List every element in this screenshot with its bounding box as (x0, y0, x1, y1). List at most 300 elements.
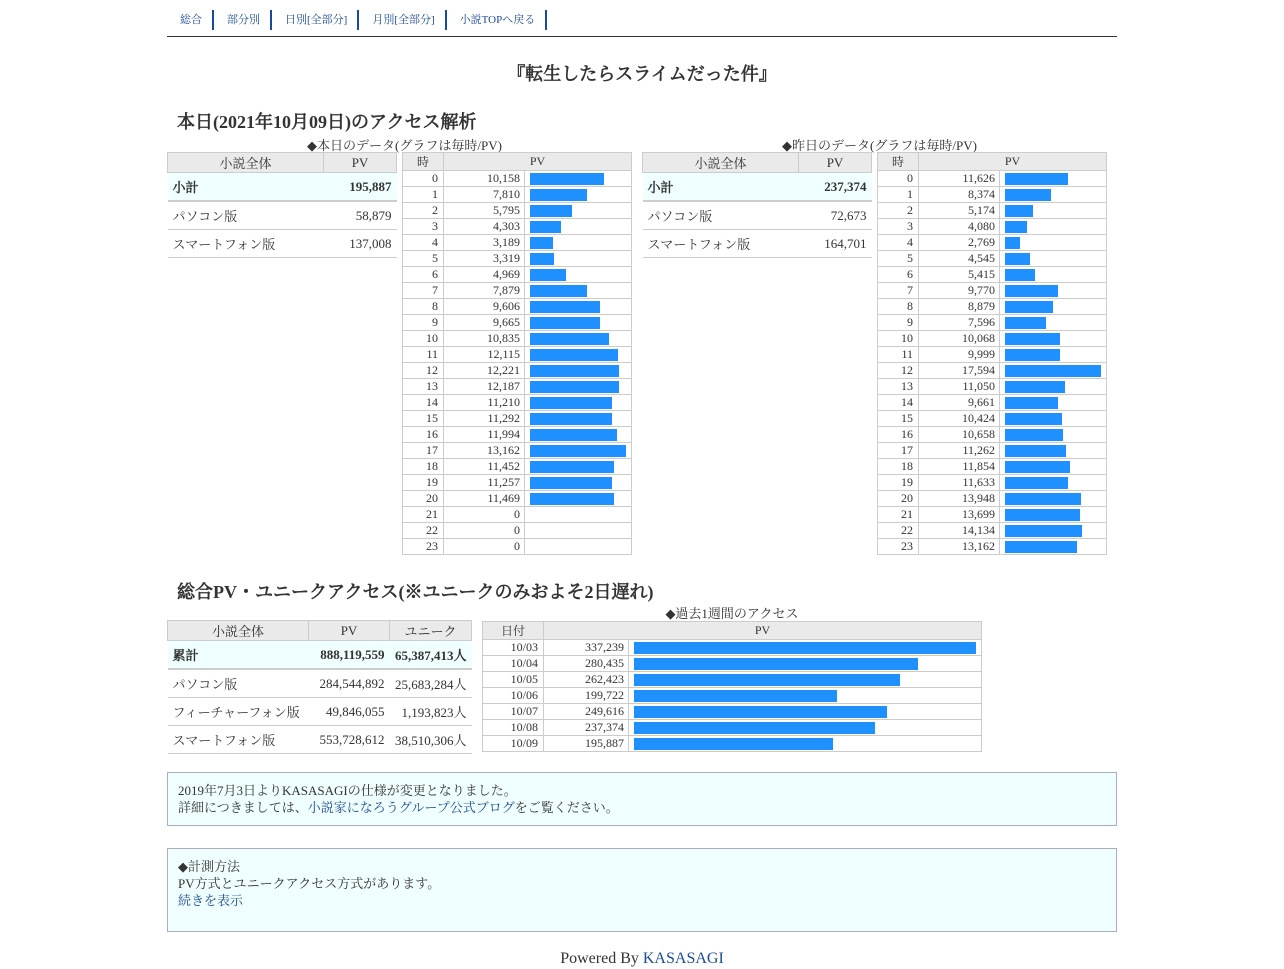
hour-label: 23 (878, 539, 919, 555)
bar-cell (525, 219, 632, 235)
hour-row (403, 443, 632, 459)
hour-label: 10 (878, 331, 919, 347)
summary-row-smartphone (168, 230, 397, 258)
hour-row (403, 203, 632, 219)
pv-value: 5,174 (919, 203, 1000, 219)
row-pv: 237,374 (799, 173, 872, 202)
pv-value: 10,424 (919, 411, 1000, 427)
hour-row (403, 187, 632, 203)
pv-bar (1005, 541, 1077, 553)
pv-bar (530, 317, 600, 329)
hour-label: 7 (878, 283, 919, 299)
hour-label: 22 (878, 523, 919, 539)
today-hourly-table (402, 152, 632, 555)
pv-value: 7,810 (444, 187, 525, 203)
hour-label: 21 (403, 507, 444, 523)
hour-row (878, 459, 1107, 475)
hour-label: 20 (403, 491, 444, 507)
row-unique: 65,387,413人 (390, 641, 472, 670)
bar-cell (525, 251, 632, 267)
pv-bar (1005, 333, 1060, 345)
row-label: 累計 (168, 641, 309, 670)
date-row (483, 640, 982, 656)
bar-cell (1000, 395, 1107, 411)
bar-cell (525, 507, 632, 523)
kasasagi-link[interactable]: KASASAGI (642, 950, 724, 967)
method-text: PV方式とユニークアクセス方式があります。 (178, 876, 441, 891)
yesterday-caption: ◆昨日のデータ(グラフは毎時/PV) (782, 138, 977, 153)
nav-link-daily[interactable]: 日別[全部分] (272, 10, 359, 30)
bar-cell (629, 688, 982, 704)
pv-value: 11,854 (919, 459, 1000, 475)
hour-label: 18 (878, 459, 919, 475)
pv-value: 14,134 (919, 523, 1000, 539)
hour-row (878, 491, 1107, 507)
total-heading: 総合PV・ユニークアクセス(※ユニークのみおよそ2日遅れ) (177, 582, 654, 602)
pv-value: 11,469 (444, 491, 525, 507)
hour-label: 19 (403, 475, 444, 491)
today-caption: ◆本日のデータ(グラフは毎時/PV) (307, 138, 502, 153)
bar-cell (525, 379, 632, 395)
hour-row (403, 171, 632, 187)
hour-row (878, 475, 1107, 491)
nav-link-novel-top[interactable]: 小説TOPへ戻る (447, 10, 548, 30)
col-header-novel: 小説全体 (168, 153, 324, 173)
date-row (483, 688, 982, 704)
pv-value: 11,626 (919, 171, 1000, 187)
nav-link-monthly[interactable]: 月別[全部分] (359, 10, 446, 30)
hour-label: 13 (403, 379, 444, 395)
hour-row (403, 395, 632, 411)
pv-bar (1005, 237, 1020, 249)
notice-line1: 2019年7月3日よりKASASAGIの仕様が変更となりました。 (178, 783, 517, 798)
bar-cell (525, 539, 632, 555)
hour-label: 19 (878, 475, 919, 491)
total-row-cumulative (168, 641, 472, 670)
hour-row (878, 267, 1107, 283)
bar-cell (1000, 203, 1107, 219)
bar-cell (525, 491, 632, 507)
hour-label: 7 (403, 283, 444, 299)
hour-label: 8 (403, 299, 444, 315)
pv-bar (1005, 413, 1062, 425)
nav-divider (167, 36, 1117, 37)
bar-cell (525, 347, 632, 363)
hour-label: 1 (403, 187, 444, 203)
bar-cell (525, 299, 632, 315)
pv-value: 9,661 (919, 395, 1000, 411)
pv-value: 199,722 (544, 688, 629, 704)
row-label: パソコン版 (643, 201, 799, 230)
hour-label: 2 (878, 203, 919, 219)
hour-label: 17 (878, 443, 919, 459)
date-row (483, 672, 982, 688)
pv-value: 0 (444, 507, 525, 523)
hour-label: 16 (403, 427, 444, 443)
row-pv: 72,673 (799, 201, 872, 230)
row-label: 小計 (168, 173, 324, 202)
pv-bar (1005, 397, 1058, 409)
pv-bar (1005, 461, 1070, 473)
pv-bar (530, 173, 604, 185)
bar-cell (629, 720, 982, 736)
pv-bar (530, 349, 618, 361)
date-label: 10/09 (483, 736, 544, 752)
pv-bar (634, 658, 918, 670)
pv-value: 9,999 (919, 347, 1000, 363)
hour-row (403, 315, 632, 331)
date-label: 10/05 (483, 672, 544, 688)
pv-bar (530, 253, 554, 265)
pv-value: 7,596 (919, 315, 1000, 331)
pv-value: 4,545 (919, 251, 1000, 267)
pv-bar (530, 381, 619, 393)
pv-value: 12,115 (444, 347, 525, 363)
col-header-novel: 小説全体 (643, 153, 799, 173)
hour-row (878, 379, 1107, 395)
pv-value: 11,633 (919, 475, 1000, 491)
pv-bar (634, 706, 887, 718)
col-header-pv: PV (309, 621, 390, 641)
hour-row (403, 219, 632, 235)
footer-powered-by (167, 950, 1117, 968)
pv-bar (1005, 269, 1035, 281)
pv-value: 3,189 (444, 235, 525, 251)
date-label: 10/06 (483, 688, 544, 704)
hour-row (878, 443, 1107, 459)
row-unique: 1,193,823人 (390, 698, 472, 726)
row-label: パソコン版 (168, 669, 309, 698)
pv-value: 0 (444, 523, 525, 539)
pv-value: 9,665 (444, 315, 525, 331)
bar-cell (525, 363, 632, 379)
summary-row-pc (168, 201, 397, 230)
total-row-pc (168, 669, 472, 698)
official-blog-link[interactable]: 小説家になろうグループ公式ブログ (307, 800, 515, 815)
col-header-unique: ユニーク (390, 621, 472, 641)
hour-label: 21 (878, 507, 919, 523)
bar-cell (525, 395, 632, 411)
hour-label: 9 (403, 315, 444, 331)
pv-bar (634, 690, 837, 702)
bar-cell (1000, 347, 1107, 363)
pv-bar (530, 221, 561, 233)
row-label: スマートフォン版 (643, 230, 799, 258)
pv-value: 11,292 (444, 411, 525, 427)
pv-value: 13,162 (919, 539, 1000, 555)
hour-label: 6 (403, 267, 444, 283)
hour-row (403, 363, 632, 379)
pv-value: 10,068 (919, 331, 1000, 347)
yesterday-summary-table (642, 152, 872, 258)
date-label: 10/08 (483, 720, 544, 736)
bar-cell (525, 523, 632, 539)
hour-label: 3 (403, 219, 444, 235)
hour-label: 8 (878, 299, 919, 315)
bar-cell (629, 736, 982, 752)
summary-row-subtotal (168, 173, 397, 202)
hour-row (403, 411, 632, 427)
pv-bar (530, 301, 600, 313)
pv-bar (634, 674, 900, 686)
bar-cell (1000, 523, 1107, 539)
bar-cell (525, 171, 632, 187)
bar-cell (629, 672, 982, 688)
pv-value: 280,435 (544, 656, 629, 672)
pv-value: 10,658 (919, 427, 1000, 443)
hour-label: 14 (878, 395, 919, 411)
col-header-pv: PV (919, 153, 1107, 171)
bar-cell (1000, 251, 1107, 267)
bar-cell (1000, 411, 1107, 427)
pv-bar (1005, 285, 1058, 297)
bar-cell (1000, 475, 1107, 491)
hour-label: 4 (403, 235, 444, 251)
hour-row (403, 379, 632, 395)
row-pv: 888,119,559 (309, 641, 390, 670)
pv-bar (530, 237, 553, 249)
pv-bar (1005, 173, 1068, 185)
hour-row (878, 523, 1107, 539)
hour-row (878, 235, 1107, 251)
pv-value: 11,050 (919, 379, 1000, 395)
pv-value: 11,210 (444, 395, 525, 411)
pv-bar (530, 429, 617, 441)
hour-label: 20 (878, 491, 919, 507)
pv-bar (530, 269, 566, 281)
pv-bar (530, 365, 619, 377)
date-row (483, 704, 982, 720)
hour-label: 12 (403, 363, 444, 379)
pv-value: 195,887 (544, 736, 629, 752)
pv-bar (1005, 509, 1080, 521)
hour-label: 22 (403, 523, 444, 539)
bar-cell (525, 427, 632, 443)
bar-cell (629, 704, 982, 720)
row-pv: 284,544,892 (309, 669, 390, 698)
col-header-pv: PV (799, 153, 872, 173)
novel-title: 『転生したらスライムだった件』 (507, 64, 777, 84)
weekly-caption: ◆過去1週間のアクセス (665, 606, 799, 621)
pv-bar (634, 738, 833, 750)
hour-row (403, 507, 632, 523)
col-header-pv: PV (324, 153, 397, 173)
hour-row (403, 347, 632, 363)
bar-cell (1000, 283, 1107, 299)
hour-label: 11 (878, 347, 919, 363)
row-label: パソコン版 (168, 201, 324, 230)
hour-row (403, 299, 632, 315)
hour-label: 10 (403, 331, 444, 347)
today-summary-table (167, 152, 397, 258)
hour-label: 0 (878, 171, 919, 187)
pv-bar (530, 413, 612, 425)
bar-cell (1000, 299, 1107, 315)
pv-value: 11,257 (444, 475, 525, 491)
bar-cell (1000, 267, 1107, 283)
col-header-pv: PV (544, 622, 982, 640)
total-summary-table (167, 620, 472, 754)
date-label: 10/04 (483, 656, 544, 672)
hour-row (878, 347, 1107, 363)
date-label: 10/07 (483, 704, 544, 720)
top-nav (167, 10, 547, 30)
hour-row (878, 315, 1107, 331)
bar-cell (1000, 427, 1107, 443)
pv-bar (1005, 317, 1046, 329)
bar-cell (1000, 443, 1107, 459)
pv-bar (530, 493, 614, 505)
pv-bar (1005, 381, 1065, 393)
date-label: 10/03 (483, 640, 544, 656)
hour-row (403, 267, 632, 283)
notice-line2 (178, 799, 1106, 816)
hour-label: 23 (403, 539, 444, 555)
hour-label: 17 (403, 443, 444, 459)
pv-value: 11,262 (919, 443, 1000, 459)
hour-row (403, 491, 632, 507)
hour-row (878, 395, 1107, 411)
bar-cell (525, 411, 632, 427)
hour-row (403, 251, 632, 267)
hour-label: 16 (878, 427, 919, 443)
pv-bar (1005, 205, 1033, 217)
hour-row (403, 235, 632, 251)
hour-label: 5 (878, 251, 919, 267)
pv-value: 13,162 (444, 443, 525, 459)
pv-bar (1005, 221, 1027, 233)
bar-cell (1000, 219, 1107, 235)
pv-value: 13,699 (919, 507, 1000, 523)
hour-label: 15 (403, 411, 444, 427)
date-row (483, 656, 982, 672)
hour-row (878, 363, 1107, 379)
pv-value: 4,303 (444, 219, 525, 235)
pv-value: 9,770 (919, 283, 1000, 299)
hour-label: 0 (403, 171, 444, 187)
hour-row (878, 203, 1107, 219)
method-title: ◆計測方法 (178, 859, 240, 874)
pv-value: 337,239 (544, 640, 629, 656)
pv-value: 10,835 (444, 331, 525, 347)
hour-label: 6 (878, 267, 919, 283)
bar-cell (1000, 331, 1107, 347)
pv-value: 7,879 (444, 283, 525, 299)
weekly-table (482, 621, 982, 752)
bar-cell (629, 640, 982, 656)
pv-value: 5,415 (919, 267, 1000, 283)
pv-bar (1005, 349, 1060, 361)
col-header-novel: 小説全体 (168, 621, 309, 641)
pv-bar (1005, 301, 1053, 313)
hour-row (403, 475, 632, 491)
bar-cell (1000, 171, 1107, 187)
row-unique: 25,683,284人 (390, 669, 472, 698)
pv-bar (530, 461, 614, 473)
row-pv: 58,879 (324, 201, 397, 230)
pv-bar (530, 189, 587, 201)
hour-row (878, 299, 1107, 315)
hour-row (878, 219, 1107, 235)
bar-cell (1000, 539, 1107, 555)
hour-row (403, 283, 632, 299)
hour-label: 9 (878, 315, 919, 331)
hour-row (403, 539, 632, 555)
hour-row (878, 171, 1107, 187)
pv-value: 11,994 (444, 427, 525, 443)
nav-link-overall[interactable]: 総合 (167, 10, 214, 30)
hour-label: 4 (878, 235, 919, 251)
hour-label: 12 (878, 363, 919, 379)
pv-value: 12,187 (444, 379, 525, 395)
pv-value: 9,606 (444, 299, 525, 315)
hour-row (403, 523, 632, 539)
pv-value: 5,795 (444, 203, 525, 219)
bar-cell (525, 459, 632, 475)
nav-link-by-part[interactable]: 部分別 (214, 10, 272, 30)
bar-cell (1000, 379, 1107, 395)
bar-cell (525, 475, 632, 491)
row-pv: 195,887 (324, 173, 397, 202)
date-row (483, 736, 982, 752)
bar-cell (525, 187, 632, 203)
pv-value: 0 (444, 539, 525, 555)
yesterday-hourly-table (877, 152, 1107, 555)
pv-bar (1005, 365, 1101, 377)
bar-cell (525, 315, 632, 331)
row-label: スマートフォン版 (168, 230, 324, 258)
pv-value: 10,158 (444, 171, 525, 187)
col-header-date: 日付 (483, 622, 544, 640)
pv-value: 11,452 (444, 459, 525, 475)
col-header-pv: PV (444, 153, 632, 171)
hour-label: 5 (403, 251, 444, 267)
pv-bar (1005, 445, 1066, 457)
pv-bar (1005, 477, 1068, 489)
total-row-featurephone (168, 698, 472, 726)
pv-bar (530, 285, 587, 297)
hour-row (878, 507, 1107, 523)
pv-bar (1005, 189, 1051, 201)
pv-bar (1005, 525, 1082, 537)
pv-bar (530, 445, 626, 457)
summary-row-pc (643, 201, 872, 230)
today-heading: 本日(2021年10月09日)のアクセス解析 (177, 112, 477, 132)
hour-row (403, 459, 632, 475)
hour-row (878, 187, 1107, 203)
pv-value: 8,879 (919, 299, 1000, 315)
hour-row (878, 251, 1107, 267)
hour-row (403, 427, 632, 443)
row-pv: 164,701 (799, 230, 872, 258)
pv-bar (530, 333, 609, 345)
row-pv: 553,728,612 (309, 726, 390, 754)
pv-bar (1005, 253, 1030, 265)
hour-label: 1 (878, 187, 919, 203)
pv-bar (530, 205, 572, 217)
bar-cell (629, 656, 982, 672)
hour-label: 13 (878, 379, 919, 395)
pv-value: 262,423 (544, 672, 629, 688)
show-more-link[interactable]: 続きを表示 (178, 893, 244, 908)
bar-cell (1000, 315, 1107, 331)
bar-cell (1000, 235, 1107, 251)
bar-cell (525, 331, 632, 347)
row-label: 小計 (643, 173, 799, 202)
pv-bar (530, 477, 612, 489)
hour-row (878, 411, 1107, 427)
pv-bar (634, 642, 976, 654)
